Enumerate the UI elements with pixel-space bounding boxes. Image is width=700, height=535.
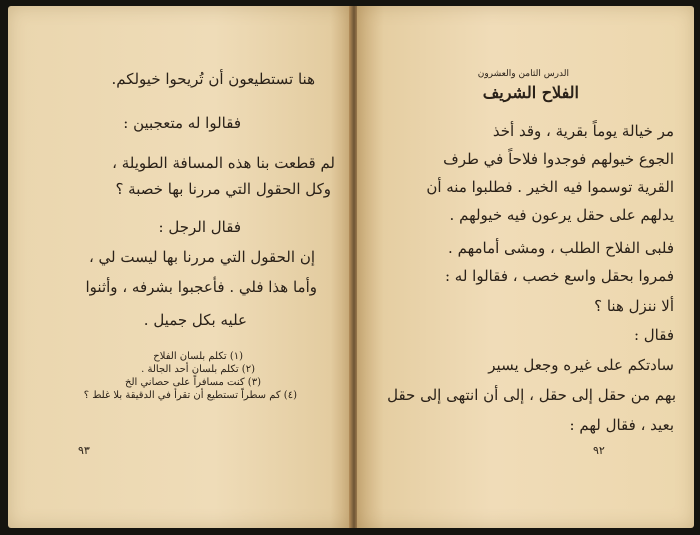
exercise-1: (١) تكلم بلسان الفلاح <box>153 351 243 362</box>
left-line-8: عليه بكل جميل . <box>143 311 247 329</box>
right-line-5: فلبى الفلاح الطلب ، ومشى أمامهم . <box>448 239 674 257</box>
right-line-9: سادتكم على غيره وجعل يسير <box>488 356 674 374</box>
left-line-7: وأما هذا فلي . فأعجبوا بشرفه ، وأثنوا <box>85 278 317 296</box>
exercise-2: (٢) تكلم بلسان أحد الجالة . <box>141 364 255 375</box>
right-line-2: الجوع خيولهم فوجدوا فلاحاً في طرف <box>443 150 674 168</box>
right-page-number: ٩٢ <box>593 444 605 457</box>
right-line-1: مر خيالة يوماً بقرية ، وقد أخذ <box>492 122 674 140</box>
right-line-10: بهم من حقل إلى حقل ، إلى أن انتهى إلى حقل <box>387 386 676 404</box>
right-line-8: فقال : <box>633 326 674 344</box>
left-line-4: وكل الحقول التي مررنا بها خصبة ؟ <box>115 180 331 198</box>
exercise-3: (٣) كنت مسافراً على حصاني الخ <box>125 377 261 388</box>
lesson-header: الدرس الثامن والعشرون <box>477 69 569 79</box>
left-line-2: فقالوا له متعجبين : <box>123 114 241 132</box>
right-line-3: القرية توسموا فيه الخير . فطلبوا منه أن <box>426 178 674 196</box>
left-line-5: فقال الرجل : <box>158 218 241 236</box>
left-page-number: ٩٣ <box>78 444 90 457</box>
lesson-title: الفلاح الشريف <box>482 83 579 102</box>
left-line-6: إن الحقول التي مررنا بها ليست لي ، <box>88 248 315 266</box>
left-line-1: هنا تستطيعون أن تُريحوا خيولكم. <box>111 70 315 88</box>
right-page <box>357 6 694 528</box>
right-line-4: يدلهم على حقل يرعون فيه خيولهم . <box>449 206 674 224</box>
left-page <box>8 6 351 528</box>
right-line-7: ألا ننزل هنا ؟ <box>594 297 674 315</box>
right-line-6: فمروا بحقل واسع خصب ، فقالوا له : <box>444 267 674 285</box>
exercise-4: (٤) كم سطراً تستطيع أن تقرأ في الدقيقة بلا غلط ؟ <box>83 390 297 401</box>
left-line-3: لم قطعت بنا هذه المسافة الطويلة ، <box>112 154 335 172</box>
right-line-11: بعيد ، فقال لهم : <box>569 416 674 434</box>
